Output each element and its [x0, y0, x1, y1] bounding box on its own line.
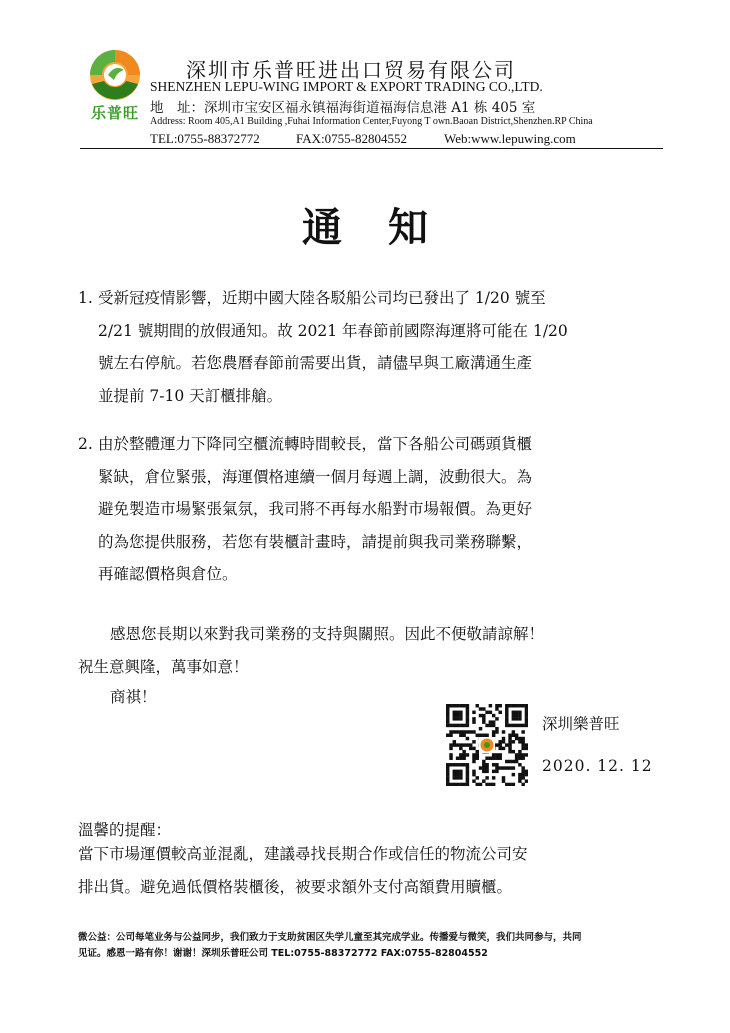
- footer-note: [78, 930, 668, 962]
- tel: TEL:0755-88372772: [150, 131, 260, 146]
- thanks-paragraph: [78, 618, 668, 683]
- footer-line-1: 微公益：公司每笔业务与公益同步，我们致力于支助贫困区失学儿童至其完成学业。传播爱与微笑，我们共同参与，共同: [78, 932, 582, 943]
- qr-code: [446, 704, 528, 786]
- website-link[interactable]: Web:www.lepuwing.com: [444, 131, 576, 146]
- regards: 商祺！: [110, 688, 157, 706]
- logo-emblem-icon: [84, 48, 146, 104]
- item-line: 避免製造市場緊張氣氛，我司將不再每水船對市場報價。為更好: [98, 500, 533, 518]
- item-line: 號左右停航。若您農曆春節前需要出貨，請儘早與工廠溝通生產: [98, 354, 533, 372]
- page-title: 通知: [302, 205, 474, 251]
- signature-name: 深圳樂普旺: [542, 715, 620, 733]
- footer-line-2: 见证。感恩一路有你！谢谢！深圳乐普旺公司 TEL:0755-88372772 FAX:0755-82804552: [78, 948, 488, 959]
- item-line: 受新冠疫情影響，近期中國大陸各駁船公司均已發出了 1/20 號至: [98, 289, 546, 307]
- fax: FAX:0755-82804552: [296, 131, 407, 146]
- header-divider: [80, 148, 663, 149]
- item-number: 1.: [78, 289, 93, 307]
- notice-item-2: [78, 428, 660, 591]
- address-cn: 地 址：深圳市宝安区福永镇福海街道福海信息港 A1 栋 405 室: [150, 100, 536, 116]
- item-line: 由於整體運力下降同空櫃流轉時間較長，當下各船公司碼頭貨櫃: [98, 435, 533, 453]
- company-name-cn: 深圳市乐普旺进出口贸易有限公司: [186, 58, 516, 82]
- reminder-line: 當下市場運價較高並混亂，建議尋找長期合作或信任的物流公司安: [78, 845, 528, 863]
- thanks-line-2: 祝生意興隆，萬事如意！: [78, 657, 249, 676]
- logo-text: 乐普旺: [90, 104, 139, 122]
- company-logo: [84, 48, 146, 122]
- item-line: 再確認價格與倉位。: [98, 565, 238, 583]
- company-name-en: SHENZHEN LEPU-WING IMPORT & EXPORT TRADING CO.,LTD.: [150, 79, 543, 94]
- qr-code-icon: [446, 704, 528, 786]
- signature-date: 2020. 12. 12: [542, 757, 653, 775]
- item-line: 緊缺，倉位緊張，海運價格連續一個月每週上調，波動很大。為: [98, 467, 533, 486]
- item-number: 2.: [78, 435, 93, 453]
- notice-item-1: [78, 282, 660, 412]
- item-line: 2/21 號期間的放假通知。故 2021 年春節前國際海運將可能在 1/20: [98, 321, 568, 340]
- reminder-body: [78, 838, 658, 903]
- address-en: Address: Room 405,A1 Building ,Fuhai Information Center,Fuyong T own.Baoan District,Shenzhen.RP China: [150, 116, 593, 127]
- reminder-title: 溫馨的提醒：: [78, 821, 172, 839]
- thanks-line-1: 感恩您長期以來對我司業務的支持與關照。因此不便敬請諒解！: [110, 625, 545, 643]
- item-line: 並提前 7-10 天訂櫃排艙。: [98, 386, 283, 405]
- contact-line: [150, 131, 576, 147]
- reminder-line: 排出貨。避免過低價格裝櫃後，被要求額外支付高額費用贖櫃。: [78, 877, 513, 896]
- item-line: 的為您提供服務，若您有裝櫃計畫時，請提前與我司業務聯繫，: [98, 532, 533, 551]
